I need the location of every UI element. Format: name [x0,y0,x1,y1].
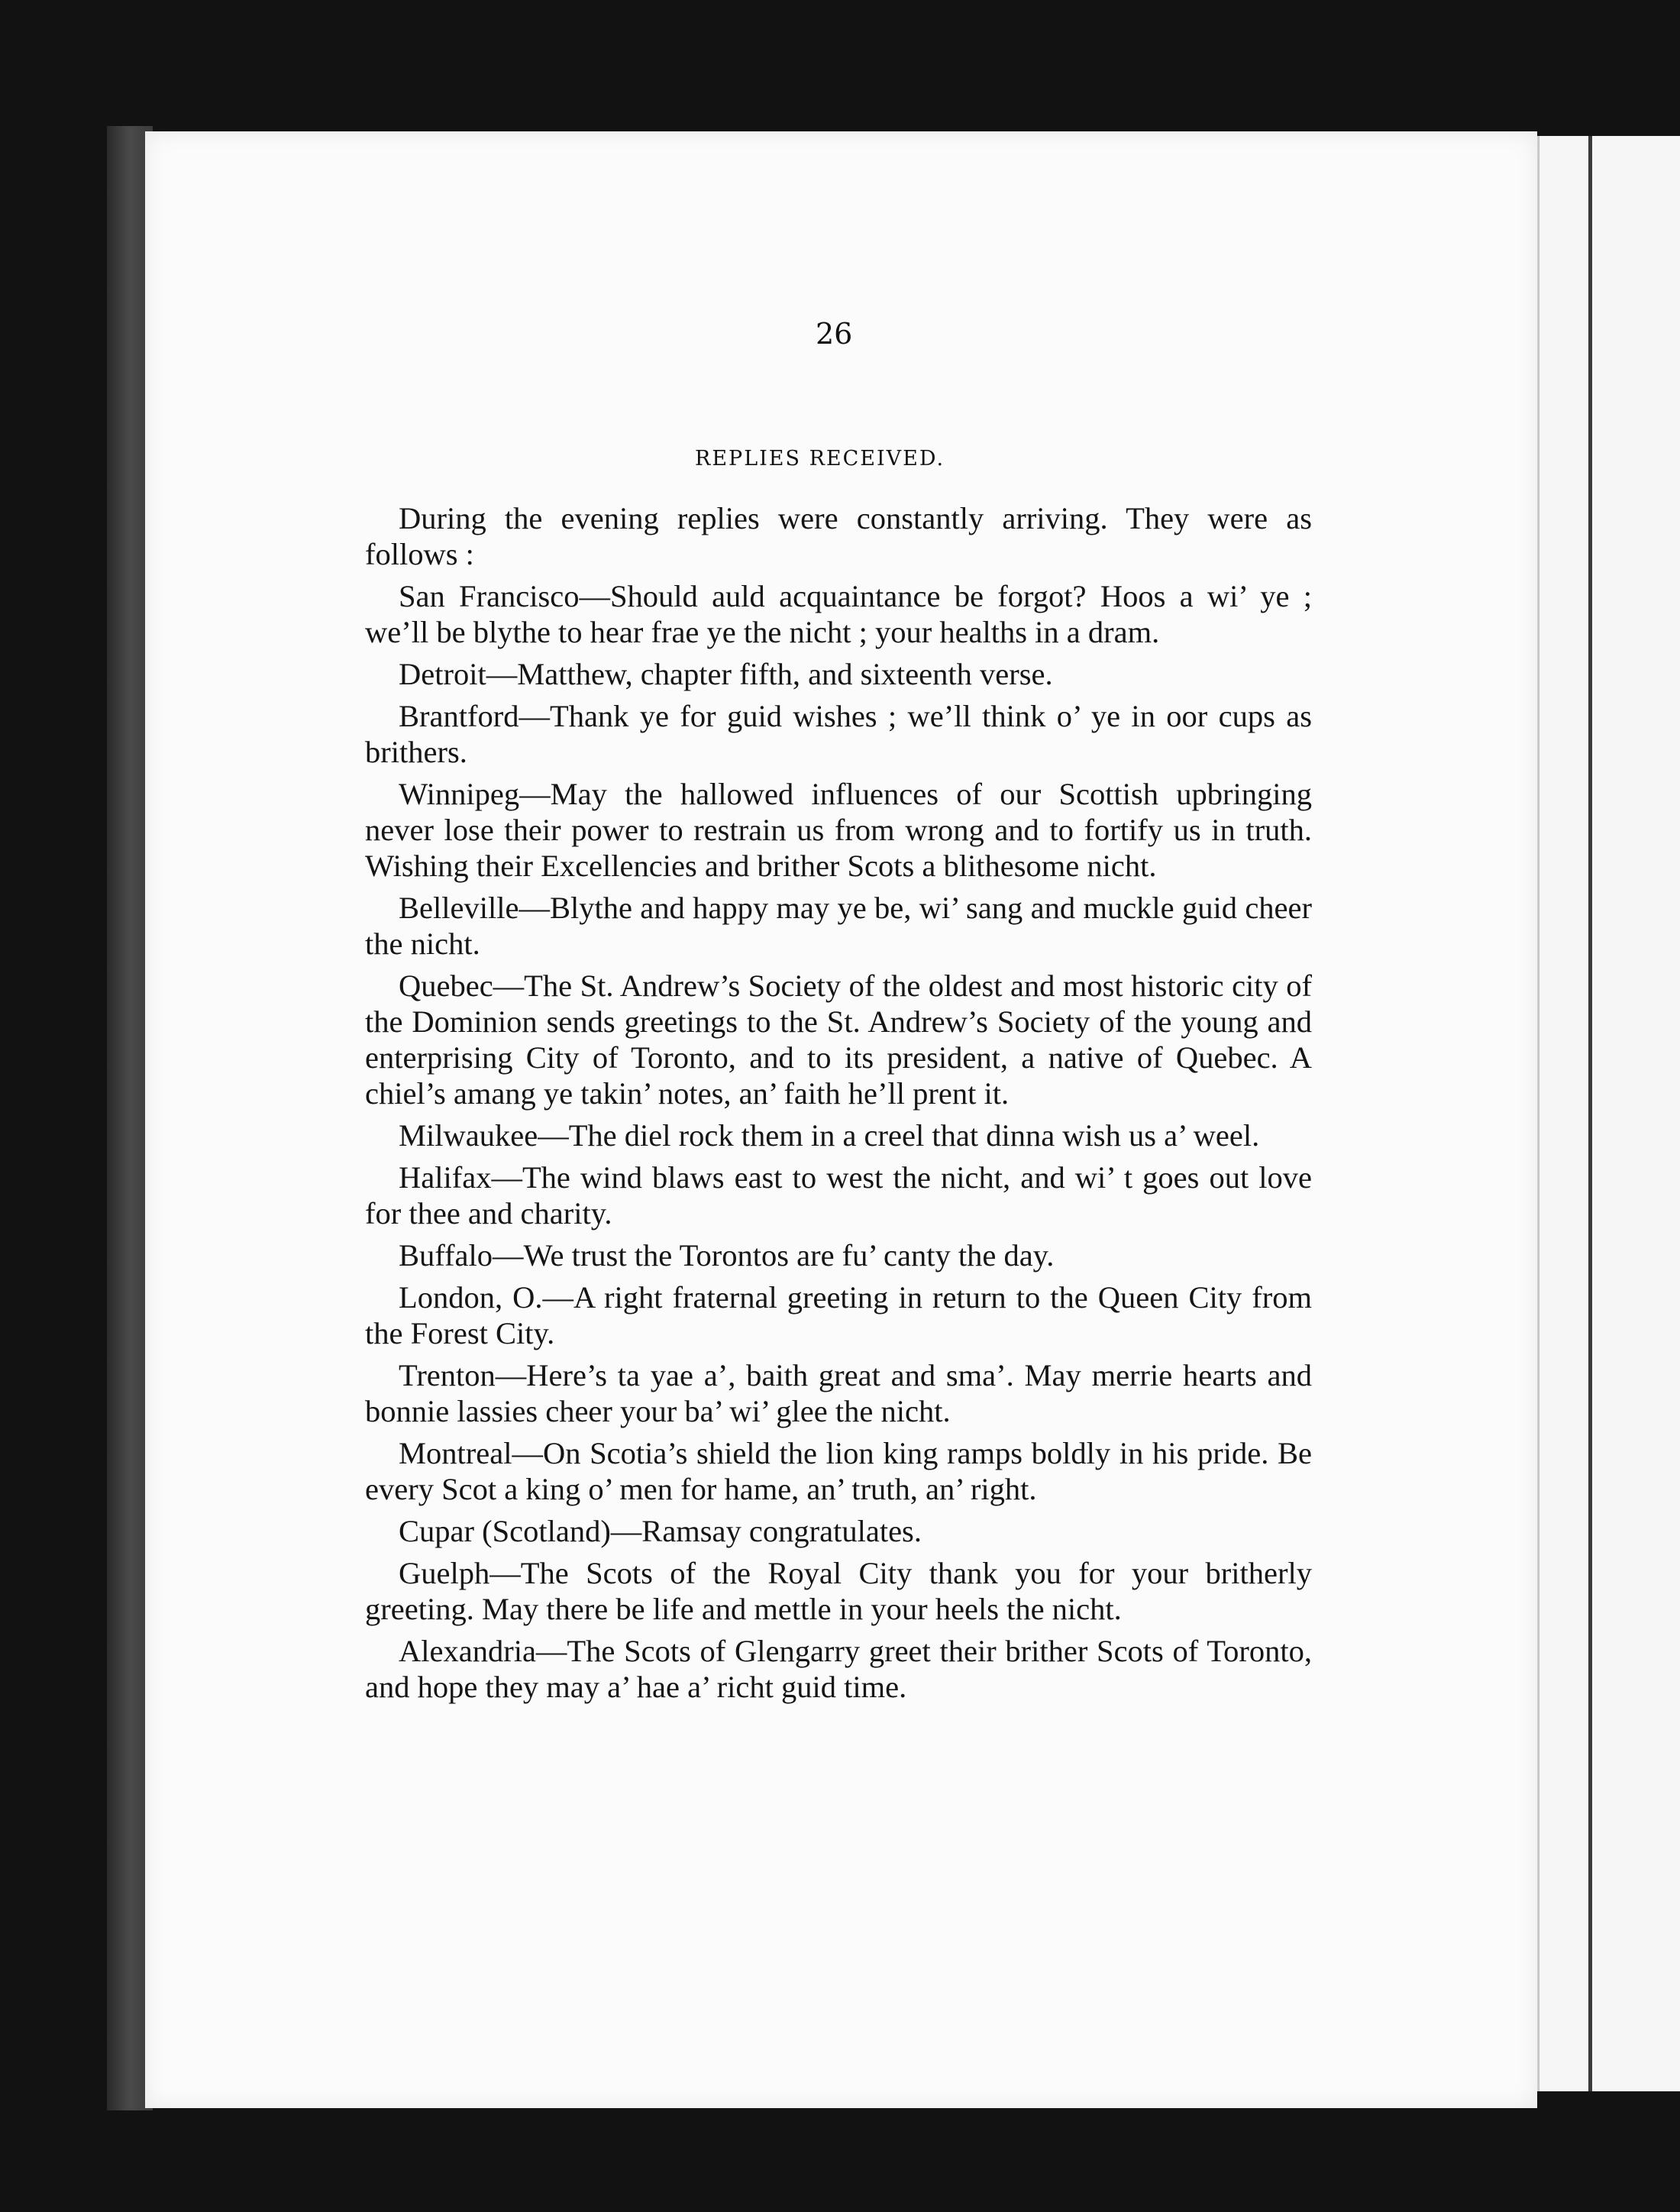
paragraph: Trenton—Here’s ta yae a’, baith great and sma’. May merrie hearts and bonnie lassies cheer your ba’ wi’ glee the nicht. [365,1358,1312,1428]
body-text [365,500,1312,1711]
page-number: 26 [816,317,853,351]
paragraph: Halifax—The wind blaws east to west the nicht, and wi’ t goes out love for thee and charity. [365,1160,1312,1231]
paragraph: Guelph—The Scots of the Royal City thank you for your britherly greeting. May there be life and mettle in your heels the nicht. [365,1556,1312,1626]
paragraph: Milwaukee—The diel rock them in a creel that dinna wish us a’ weel. [399,1118,1260,1153]
paragraph: Cupar (Scotland)—Ramsay congratulates. [399,1514,922,1548]
paragraph: Detroit—Matthew, chapter fifth, and sixteenth verse. [399,657,1053,691]
paragraph: Belleville—Blythe and happy may ye be, wi’ sang and muckle guid cheer the nicht. [365,891,1312,961]
paragraph: Montreal—On Scotia’s shield the lion king ramps boldly in his pride. Be every Scot a king o’ men for hame, an’ truth, an’ right. [365,1436,1312,1506]
section-heading: REPLIES RECEIVED. [695,447,945,471]
facing-page [1535,136,1680,2091]
paragraph: Winnipeg—May the hallowed influences of our Scottish upbringing never lose their power to restrain us from wrong and to fortify us in truth. Wishing their Excellencies and brither Scots a blithesome nicht. [365,777,1312,883]
paragraph: Quebec—The St. Andrew’s Society of the oldest and most historic city of the Dominion sends greetings to the St. Andrew’s Society of the young and enterprising City of Toronto, and to its president, a native of Quebec. A chiel’s amang ye takin’ notes, an’ faith he’ll prent it. [365,969,1312,1111]
paragraph: Alexandria—The Scots of Glengarry greet their brither Scots of Toronto, and hope they may a’ hae a’ richt guid time. [365,1634,1312,1704]
paragraph: Brantford—Thank ye for guid wishes ; we’ll think o’ ye in oor cups as brithers. [365,699,1312,769]
paragraph: London, O.—A right fraternal greeting in return to the Queen City from the Forest City. [365,1280,1312,1350]
binding-line [1588,136,1592,2091]
paragraph: Buffalo—We trust the Torontos are fu’ canty the day. [399,1238,1055,1273]
paragraph: San Francisco—Should auld acquaintance be forgot? Hoos a wi’ ye ; we’ll be blythe to hear frae ye the nicht ; your healths in a dram. [365,579,1312,649]
paragraph: During the evening replies were constantly arriving. They were as follows : [365,501,1312,571]
